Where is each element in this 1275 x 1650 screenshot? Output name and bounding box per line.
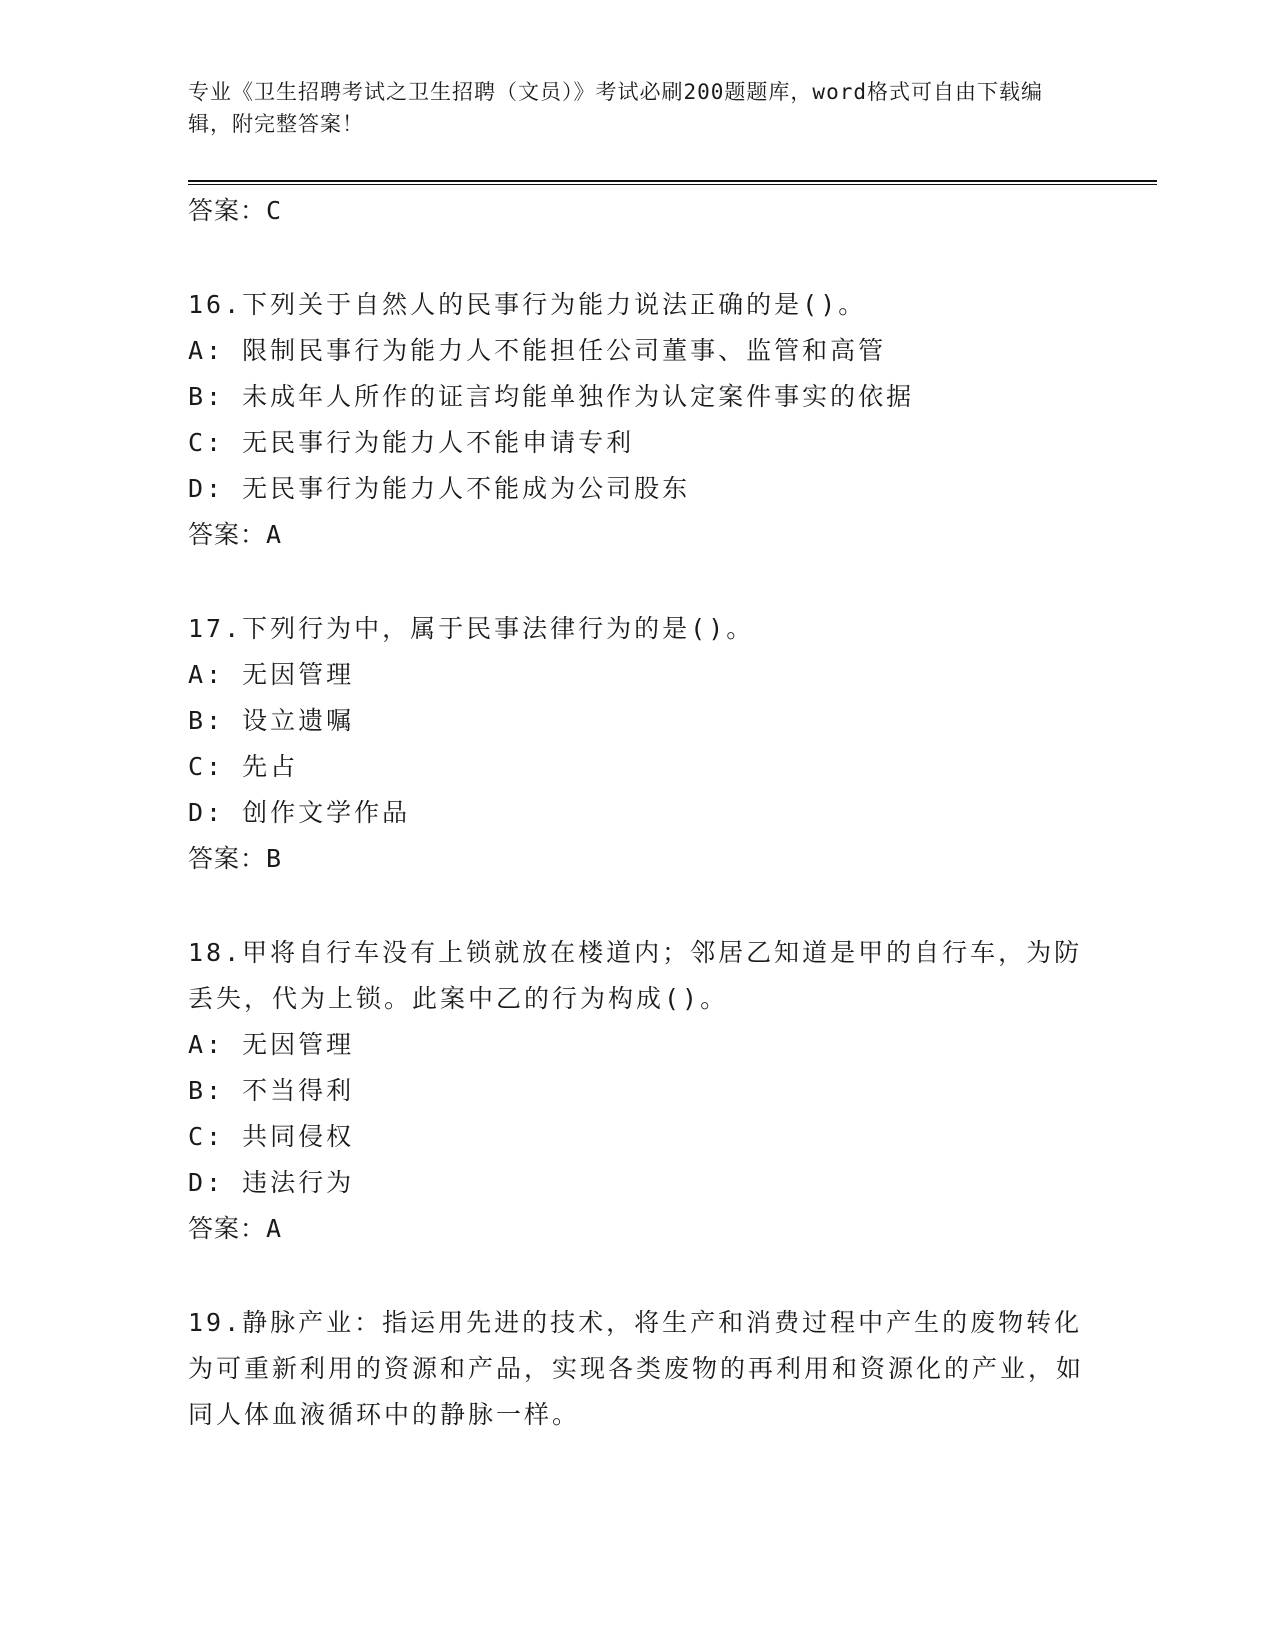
question-text: 16.下列关于自然人的民事行为能力说法正确的是()。 [188, 290, 867, 319]
answer-line [188, 188, 1088, 234]
option-c: C: 无民事行为能力人不能申请专利 [188, 428, 635, 457]
option-a: A: 限制民事行为能力人不能担任公司董事、监管和高管 [188, 336, 887, 365]
question-text: 19.静脉产业：指运用先进的技术，将生产和消费过程中产生的废物转化为可重新利用的资源和产品，实现各类废物的再利用和资源化的产业，如同人体血液循环中的静脉一样。 [188, 1308, 1085, 1429]
answer-label: 答案： [188, 1214, 267, 1243]
option-a: A: 无因管理 [188, 1030, 355, 1059]
question-text: 17.下列行为中，属于民事法律行为的是()。 [188, 614, 755, 643]
answer-label: 答案： [188, 520, 267, 549]
answer-line [188, 1206, 1088, 1252]
questions-content [188, 188, 1088, 1438]
answer-value: B [266, 844, 283, 873]
answer-value: A [266, 520, 283, 549]
option-d: D: 违法行为 [188, 1168, 355, 1197]
document-header: 专业《卫生招聘考试之卫生招聘（文员）》考试必刷200题题库，word格式可自由下载编辑，附完整答案！ [188, 80, 1043, 136]
option-a: A: 无因管理 [188, 660, 355, 689]
answer-value: A [266, 1214, 283, 1243]
answer-label: 答案： [188, 844, 267, 873]
answer-line [188, 512, 1088, 558]
option-c: C: 共同侵权 [188, 1122, 355, 1151]
question-block [188, 606, 1088, 882]
option-d: D: 无民事行为能力人不能成为公司股东 [188, 474, 691, 503]
option-b: B: 未成年人所作的证言均能单独作为认定案件事实的依据 [188, 382, 915, 411]
header-divider [188, 180, 1157, 182]
option-b: B: 设立遗嘱 [188, 706, 355, 735]
answer-label: 答案： [188, 196, 267, 225]
question-block [188, 1300, 1088, 1438]
option-d: D: 创作文学作品 [188, 798, 411, 827]
option-b: B: 不当得利 [188, 1076, 355, 1105]
question-block [188, 282, 1088, 558]
question-text: 18.甲将自行车没有上锁就放在楼道内；邻居乙知道是甲的自行车，为防丢失，代为上锁。此案中乙的行为构成()。 [188, 938, 1083, 1013]
option-c: C: 先占 [188, 752, 299, 781]
answer-line [188, 836, 1088, 882]
question-block [188, 930, 1088, 1252]
header-divider-thin [188, 184, 1157, 185]
answer-value: C [266, 196, 283, 225]
